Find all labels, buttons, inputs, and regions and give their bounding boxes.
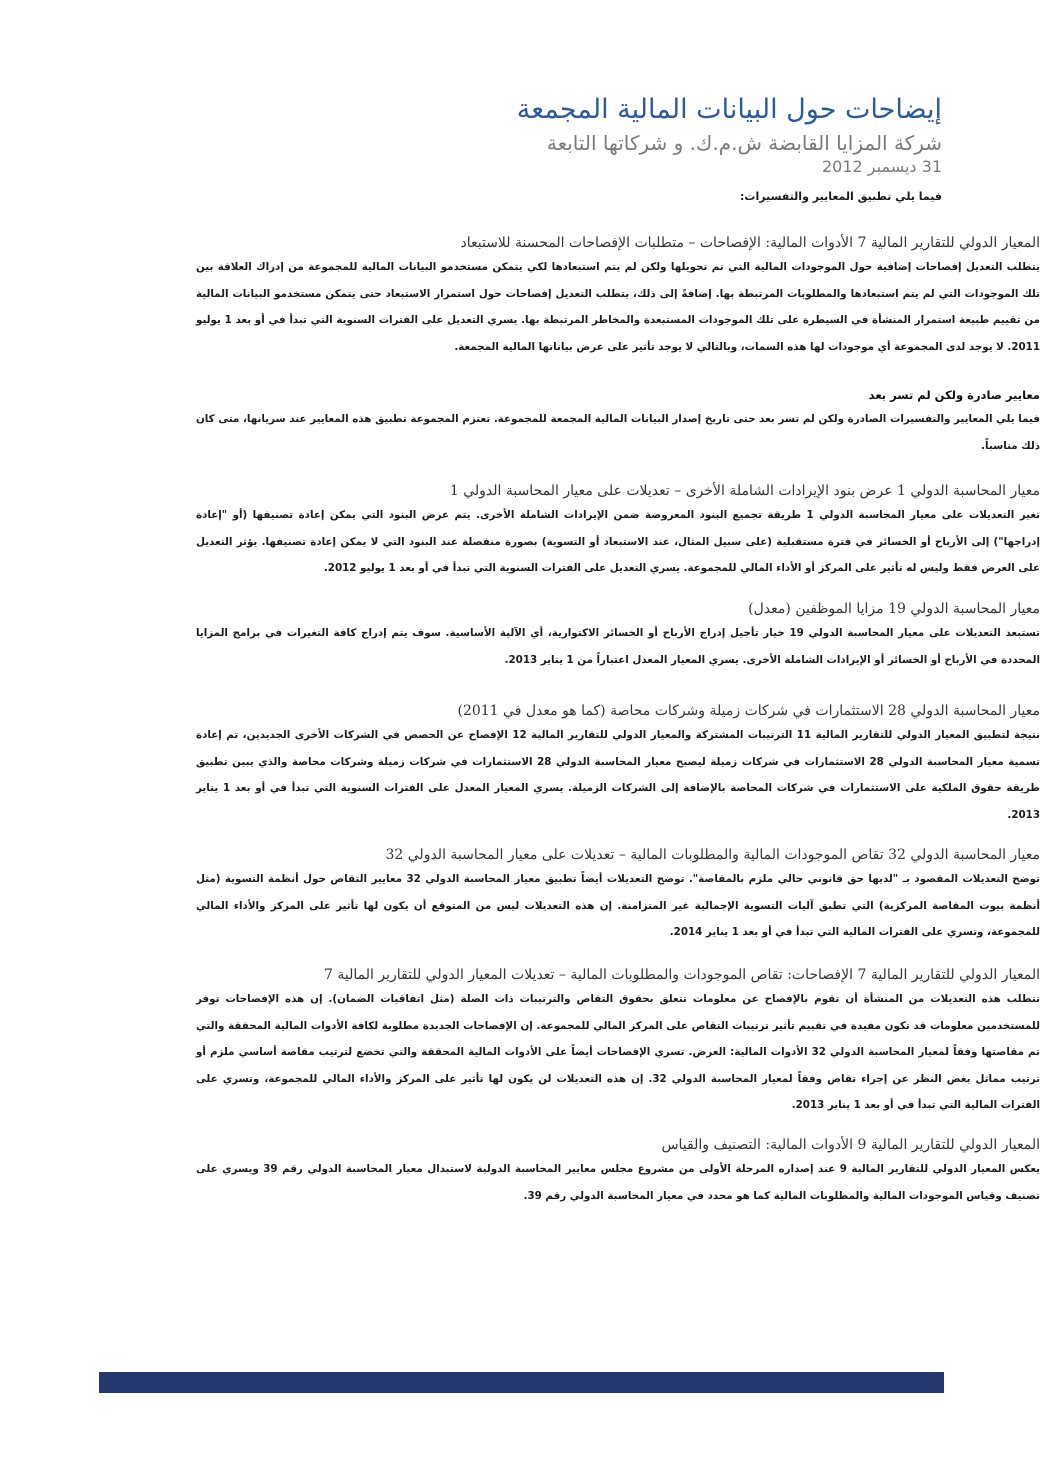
- section-ifrs7-derecognition: [196, 232, 1040, 360]
- section-issued-not-effective: [196, 384, 1040, 459]
- section-body: نتيجة لتطبيق المعيار الدولي للتقارير المالية 11 الترتيبات المشتركة والمعيار الدولي للتقارير المالية 12 الإفصاح عن الحصص في الشركات الأخرى الجديدين، تم إعادة تسمية معيار المحاسبة الدولي 28 الاستثمارات في شركات زميلة ليصبح معيار المحاسبة الدولي 28 الاستثمارات في شركات زميلة وشركات محاصة والذي يبين تطبيق طريقة حقوق الملكية على الاستثمارات في شركات المحاصة بالإضافة إلى الشركات الزميلة. يسري المعيار المعدل على الفترات السنوية التي تبدأ في أو بعد 1 يناير 2013.: [196, 729, 1040, 821]
- section-heading: المعيار الدولي للتقارير المالية 7 الإفصاحات: تقاص الموجودات والمطلوبات المالية – تعديلات المعيار الدولي للتقارير المالية 7: [324, 967, 1040, 983]
- section-ias1: [196, 480, 1040, 582]
- intro-text: فيما يلي تطبيق المعايير والتفسيرات:: [740, 190, 942, 203]
- document-page: [98, 92, 942, 206]
- section-body: تتطلب هذه التعديلات من المنشأة أن تقوم بالإفصاح عن معلومات تتعلق بحقوق التقاص والترتيبات ذات الصلة (مثل اتفاقيات الضمان). إن هذه الإفصاحات توفر للمستخدمين معلومات قد تكون مفيدة في تقييم تأثير ترتيبات التقاص على المركز المالي للمجموعة. إن الإفصاحات الجديدة مطلوبة لكافة الأدوات المالية المحققة والتي تم مقاصتها وفقاً لمعيار المحاسبة الدولي 32 الأدوات المالية: العرض. تسري الإفصاحات أيضاً على الأدوات المالية المحققة والتي تخضع لترتيب مقاصة أساسي ملزم أو ترتيب مماثل بغض النظر عن إجراء تقاص وفقاً لمعيار المحاسبة الدولي 32. إن هذه التعديلات لن يكون لها تأثير على المركز والأداء المالي للمجموعة، وتسري على الفترات المالية التي تبدأ في أو بعد 1 يناير 2013.: [196, 993, 1040, 1111]
- section-ias19: [196, 598, 1040, 673]
- page-title: إيضاحات حول البيانات المالية المجمعة: [516, 94, 942, 125]
- section-ifrs9: [196, 1134, 1040, 1209]
- section-body: تغير التعديلات على معيار المحاسبة الدولي 1 طريقة تجميع البنود المعروضة ضمن الإيرادات الشاملة الأخرى. يتم عرض البنود التي يمكن إعادة تصنيفها (أو "إعادة إدراجها") إلى الأرباح أو الخسائر في فترة مستقبلية (على سبيل المثال، عند الاستبعاد أو التسوية) بصورة منفصلة عند البنود التي لا يمكن إعادة تصنيفها. يؤثر التعديل على العرض فقط وليس له تأثير على المركز أو الأداء المالي للمجموعة. يسري التعديل على الفترات السنوية التي تبدأ في أو بعد 1 يوليو 2012.: [196, 509, 1040, 574]
- section-heading: معيار المحاسبة الدولي 32 تقاص الموجودات المالية والمطلوبات المالية – تعديلات على معيار المحاسبة الدولي 32: [385, 847, 1040, 863]
- section-heading: معيار المحاسبة الدولي 19 مزايا الموظفين (معدل): [748, 601, 1040, 617]
- section-heading: معيار المحاسبة الدولي 1 عرض بنود الإيرادات الشاملة الأخرى – تعديلات على معيار المحاسبة الدولي 1: [449, 483, 1040, 499]
- report-date: 31 ديسمبر 2012: [821, 157, 942, 176]
- section-body: توضح التعديلات المقصود بـ "لديها حق قانوني حالي ملزم بالمقاصة". توضح التعديلات أيضاً تطبيق معيار المحاسبة الدولي 32 معايير التقاص حول أنظمة التسوية (مثل أنظمة بيوت المقاصة المركزية) التي تطبق آليات التسوية الإجمالية غير المتزامنة. إن هذه التعديلات ليس من المتوقع أن يكون لها تأثير على المركز والأداء المالي للمجموعة، وتسري على الفترات المالية التي تبدأ في أو بعد 1 يناير 2014.: [196, 873, 1040, 938]
- section-body: يتطلب التعديل إفصاحات إضافية حول الموجودات المالية التي تم تحويلها ولكن لم يتم استبعادها لكي يتمكن مستخدمو البيانات المالية للمجموعة من إدراك العلاقة بين تلك الموجودات التي لم يتم استبعادها والمطلوبات المرتبطة بها. إضافةً إلى ذلك، يتطلب التعديل إفصاحات حول استمرار الاستبعاد حتى يتمكن مستخدمو البيانات المالية من تقييم طبيعة استمرار المنشأة في السيطرة على تلك الموجودات المستبعدة والمخاطر المرتبطة بها. يسري التعديل على الفترات السنوية التي تبدأ في أو بعد 1 يوليو 2011. لا يوجد لدى المجموعة أي موجودات لها هذه السمات، وبالتالي لا يوجد تأثير على عرض بياناتها المالية المجمعة.: [196, 261, 1040, 353]
- section-heading: المعيار الدولي للتقارير المالية 9 الأدوات المالية: التصنيف والقياس: [661, 1137, 1040, 1153]
- section-heading: المعيار الدولي للتقارير المالية 7 الأدوات المالية: الإفصاحات – متطلبات الإفصاحات المحسنة للاستبعاد: [460, 235, 1040, 251]
- footer-bar: [99, 1372, 944, 1393]
- section-body: تستبعد التعديلات على معيار المحاسبة الدولي 19 خيار تأجيل إدراج الأرباح أو الخسائر الاكتوارية، أي الآلية الأساسية. سوف يتم إدراج كافة التغيرات في برامج المزايا المحددة في الأرباح أو الخسائر أو الإيرادات الشاملة الأخرى. يسري المعيار المعدل اعتباراً من 1 يناير 2013.: [196, 627, 1040, 666]
- section-body: يعكس المعيار الدولي للتقارير المالية 9 عند إصداره المرحلة الأولى من مشروع مجلس معايير المحاسبة الدولية لاستبدال معيار المحاسبة الدولي رقم 39 ويسري على تصنيف وقياس الموجودات المالية والمطلوبات المالية كما هو محدد في معيار المحاسبة الدولي رقم 39.: [196, 1163, 1040, 1202]
- section-ias32: [196, 844, 1040, 946]
- company-name: شركة المزايا القابضة ش.م.ك. و شركاتها التابعة: [546, 131, 942, 155]
- section-heading: معايير صادرة ولكن لم تسر بعد: [868, 388, 1040, 402]
- section-ias28: [196, 700, 1040, 828]
- section-heading: معيار المحاسبة الدولي 28 الاستثمارات في شركات زميلة وشركات محاصة (كما هو معدل في 2011): [457, 703, 1040, 719]
- section-ifrs7-offsetting: [196, 964, 1040, 1119]
- section-body: فيما يلي المعايير والتفسيرات الصادرة ولكن لم تسر بعد حتى تاريخ إصدار البيانات المالية المجمعة للمجموعة. تعتزم المجموعة تطبيق هذه المعايير عند سريانها، متى كان ذلك مناسباً.: [196, 413, 1040, 452]
